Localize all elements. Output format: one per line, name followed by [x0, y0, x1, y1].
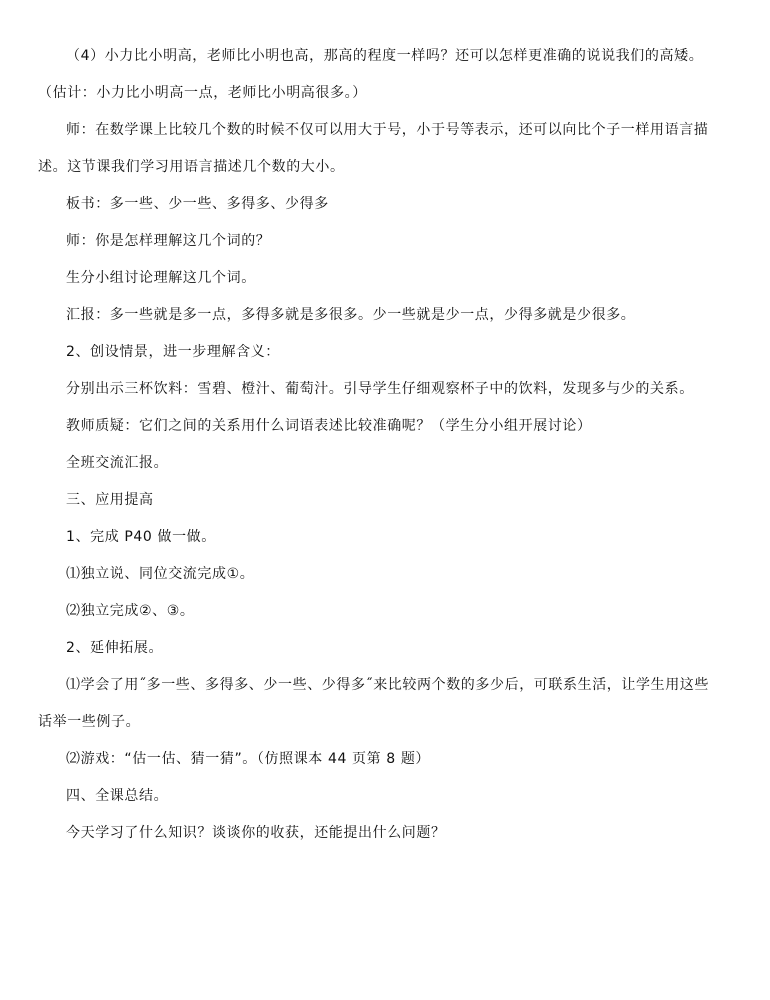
- paragraph-teacher-question: 师：你是怎样理解这几个词的？: [66, 233, 271, 249]
- section-heading-summary: 四、全课总结。: [66, 788, 169, 804]
- paragraph-class-report: 全班交流汇报。: [66, 455, 169, 471]
- paragraph-report: 汇报：多一些就是多一点，多得多就是多很多。少一些就是少一点，少得多就是少很多。: [66, 307, 636, 323]
- section-heading-apply: 三、应用提高: [66, 492, 154, 508]
- paragraph-exercise-step-2: ⑵独立完成②、③。: [66, 603, 195, 619]
- paragraph-exercise: 1、完成 P40 做一做。: [66, 529, 216, 545]
- paragraph-summary: 今天学习了什么知识？谈谈你的收获，还能提出什么问题？: [66, 825, 446, 841]
- paragraph-extension-step-1: ⑴学会了用˝多一些、多得多、少一些、少得多˝来比较两个数的多少后，可联系生活，让学生用这些话举一些例子。: [38, 677, 709, 730]
- paragraph-height-comparison: （4）小力比小明高，老师比小明也高，那高的程度一样吗？还可以怎样更准确的说说我们的高矮。（估计：小力比小明高一点，老师比小明高很多。）: [38, 48, 704, 101]
- paragraph-teacher-doubt: 教师质疑：它们之间的关系用什么词语表述比较准确呢？（学生分小组开展讨论）: [66, 418, 592, 434]
- paragraph-group-discussion: 生分小组讨论理解这几个词。: [66, 270, 256, 286]
- paragraph-blackboard: 板书：多一些、少一些、多得多、少得多: [66, 196, 329, 212]
- paragraph-extension-game: ⑵游戏：“估一估、猜一猜”。（仿照课本 44 页第 8 题）: [66, 751, 431, 767]
- paragraph-drinks: 分别出示三杯饮料：雪碧、橙汁、葡萄汁。引导学生仔细观察杯子中的饮料，发现多与少的关系。: [66, 381, 694, 397]
- document-body: [38, 38, 722, 852]
- paragraph-exercise-step-1: ⑴独立说、同位交流完成①。: [66, 566, 255, 582]
- paragraph-teacher-intro: 师：在数学课上比较几个数的时候不仅可以用大于号，小于号等表示，还可以向比个子一样用语言描述。这节课我们学习用语言描述几个数的大小。: [38, 122, 709, 175]
- paragraph-extension: 2、延伸拓展。: [66, 640, 164, 656]
- paragraph-scenario-heading: 2、创设情景，进一步理解含义：: [66, 344, 280, 360]
